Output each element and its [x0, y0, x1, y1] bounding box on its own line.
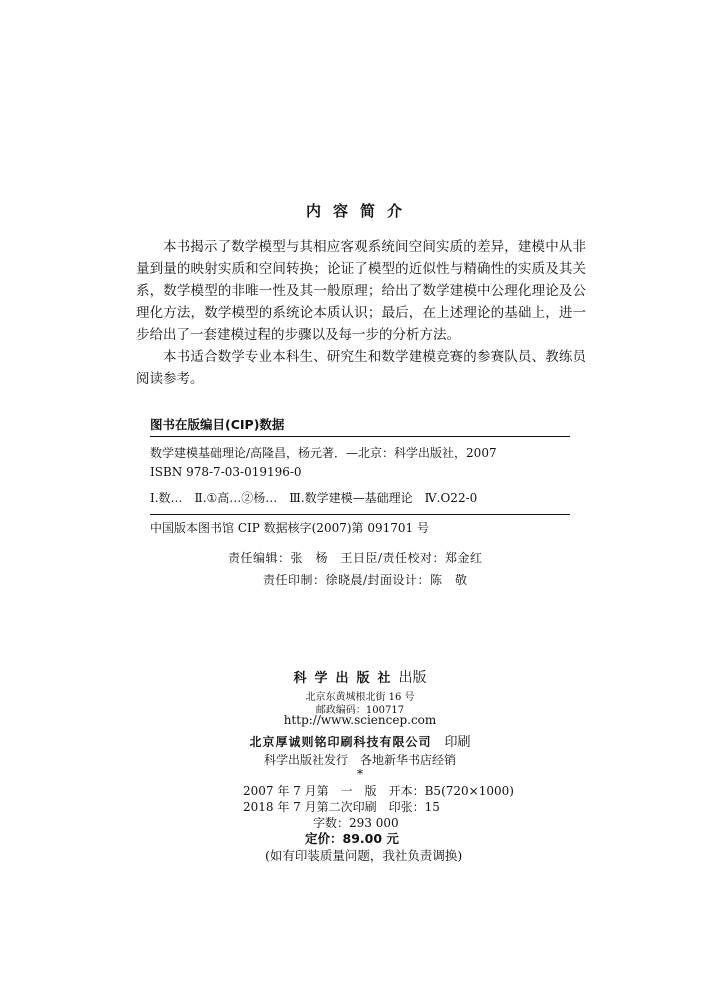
- price: 定价：89.00 元: [305, 831, 399, 846]
- quality-notice: (如有印装质量问题，我社负责调换): [265, 848, 463, 863]
- publisher-url: http://www.sciencep.com: [283, 713, 437, 727]
- separator-asterisk: *: [357, 767, 363, 781]
- cip-isbn: ISBN 978-7-03-019196-0: [150, 465, 302, 479]
- summary-paragraph-1: 本书揭示了数学模型与其相应客观系统间空间实质的差异，建模中从非量到量的映射实质和空间转换；论证了模型的近似性与精确性的实质及其关系，数学模型的非唯一性及其一般原理；给出了数学建模中公理化理论及公理化方法，数学模型的系统论本质认识；最后，在上述理论的基础上，进一步给出了一套建模过程的步骤以及每一步的分析方法。: [136, 239, 586, 343]
- summary-paragraph-2: 本书适合数学专业本科生、研究生和数学建模竞赛的参赛队员、教练员阅读参考。: [136, 349, 586, 387]
- publisher-address: 北京东黄城根北街 16 号: [305, 692, 415, 703]
- publisher-line: [0, 667, 720, 687]
- printer-suffix: 印刷: [444, 735, 471, 750]
- cip-classification: Ⅰ.数… Ⅱ.①高…②杨… Ⅲ.数学建模—基础理论 Ⅳ.O22-0: [150, 491, 478, 505]
- printer-name: 北京厚诚则铭印刷科技有限公司: [249, 735, 432, 749]
- edition-line: 2007 年 7 月第 一 版 开本：B5(720×1000): [243, 784, 514, 798]
- cip-record-number: 中国版本图书馆 CIP 数据核字(2007)第 091701 号: [150, 521, 429, 535]
- cip-bibliographic-line: 数学建模基础理论/高隆昌，杨元著．—北京：科学出版社，2007: [150, 446, 497, 460]
- distribution-line: 科学出版社发行 各地新华书店经销: [263, 753, 456, 767]
- publisher-name: 科学出版社: [293, 671, 399, 686]
- editor-credits: 责任编辑：张 杨 王日臣/责任校对：郑金红: [228, 551, 483, 565]
- page-title: 内容简介: [305, 202, 414, 220]
- word-count: 字数：293 000: [313, 816, 399, 830]
- cip-top-rule: [150, 436, 570, 437]
- printer-line: [0, 731, 720, 750]
- summary-text: [136, 236, 586, 390]
- cip-title: 图书在版编目(CIP)数据: [150, 417, 285, 432]
- cip-bottom-rule: [150, 514, 570, 515]
- printing-line: 2018 年 7 月第二次印刷 印张：15: [243, 800, 440, 814]
- publisher-postcode: 邮政编码：100717: [315, 705, 405, 716]
- publisher-suffix: 出版: [398, 670, 427, 686]
- production-credits: 责任印制：徐晓晨/封面设计：陈 敬: [263, 573, 468, 587]
